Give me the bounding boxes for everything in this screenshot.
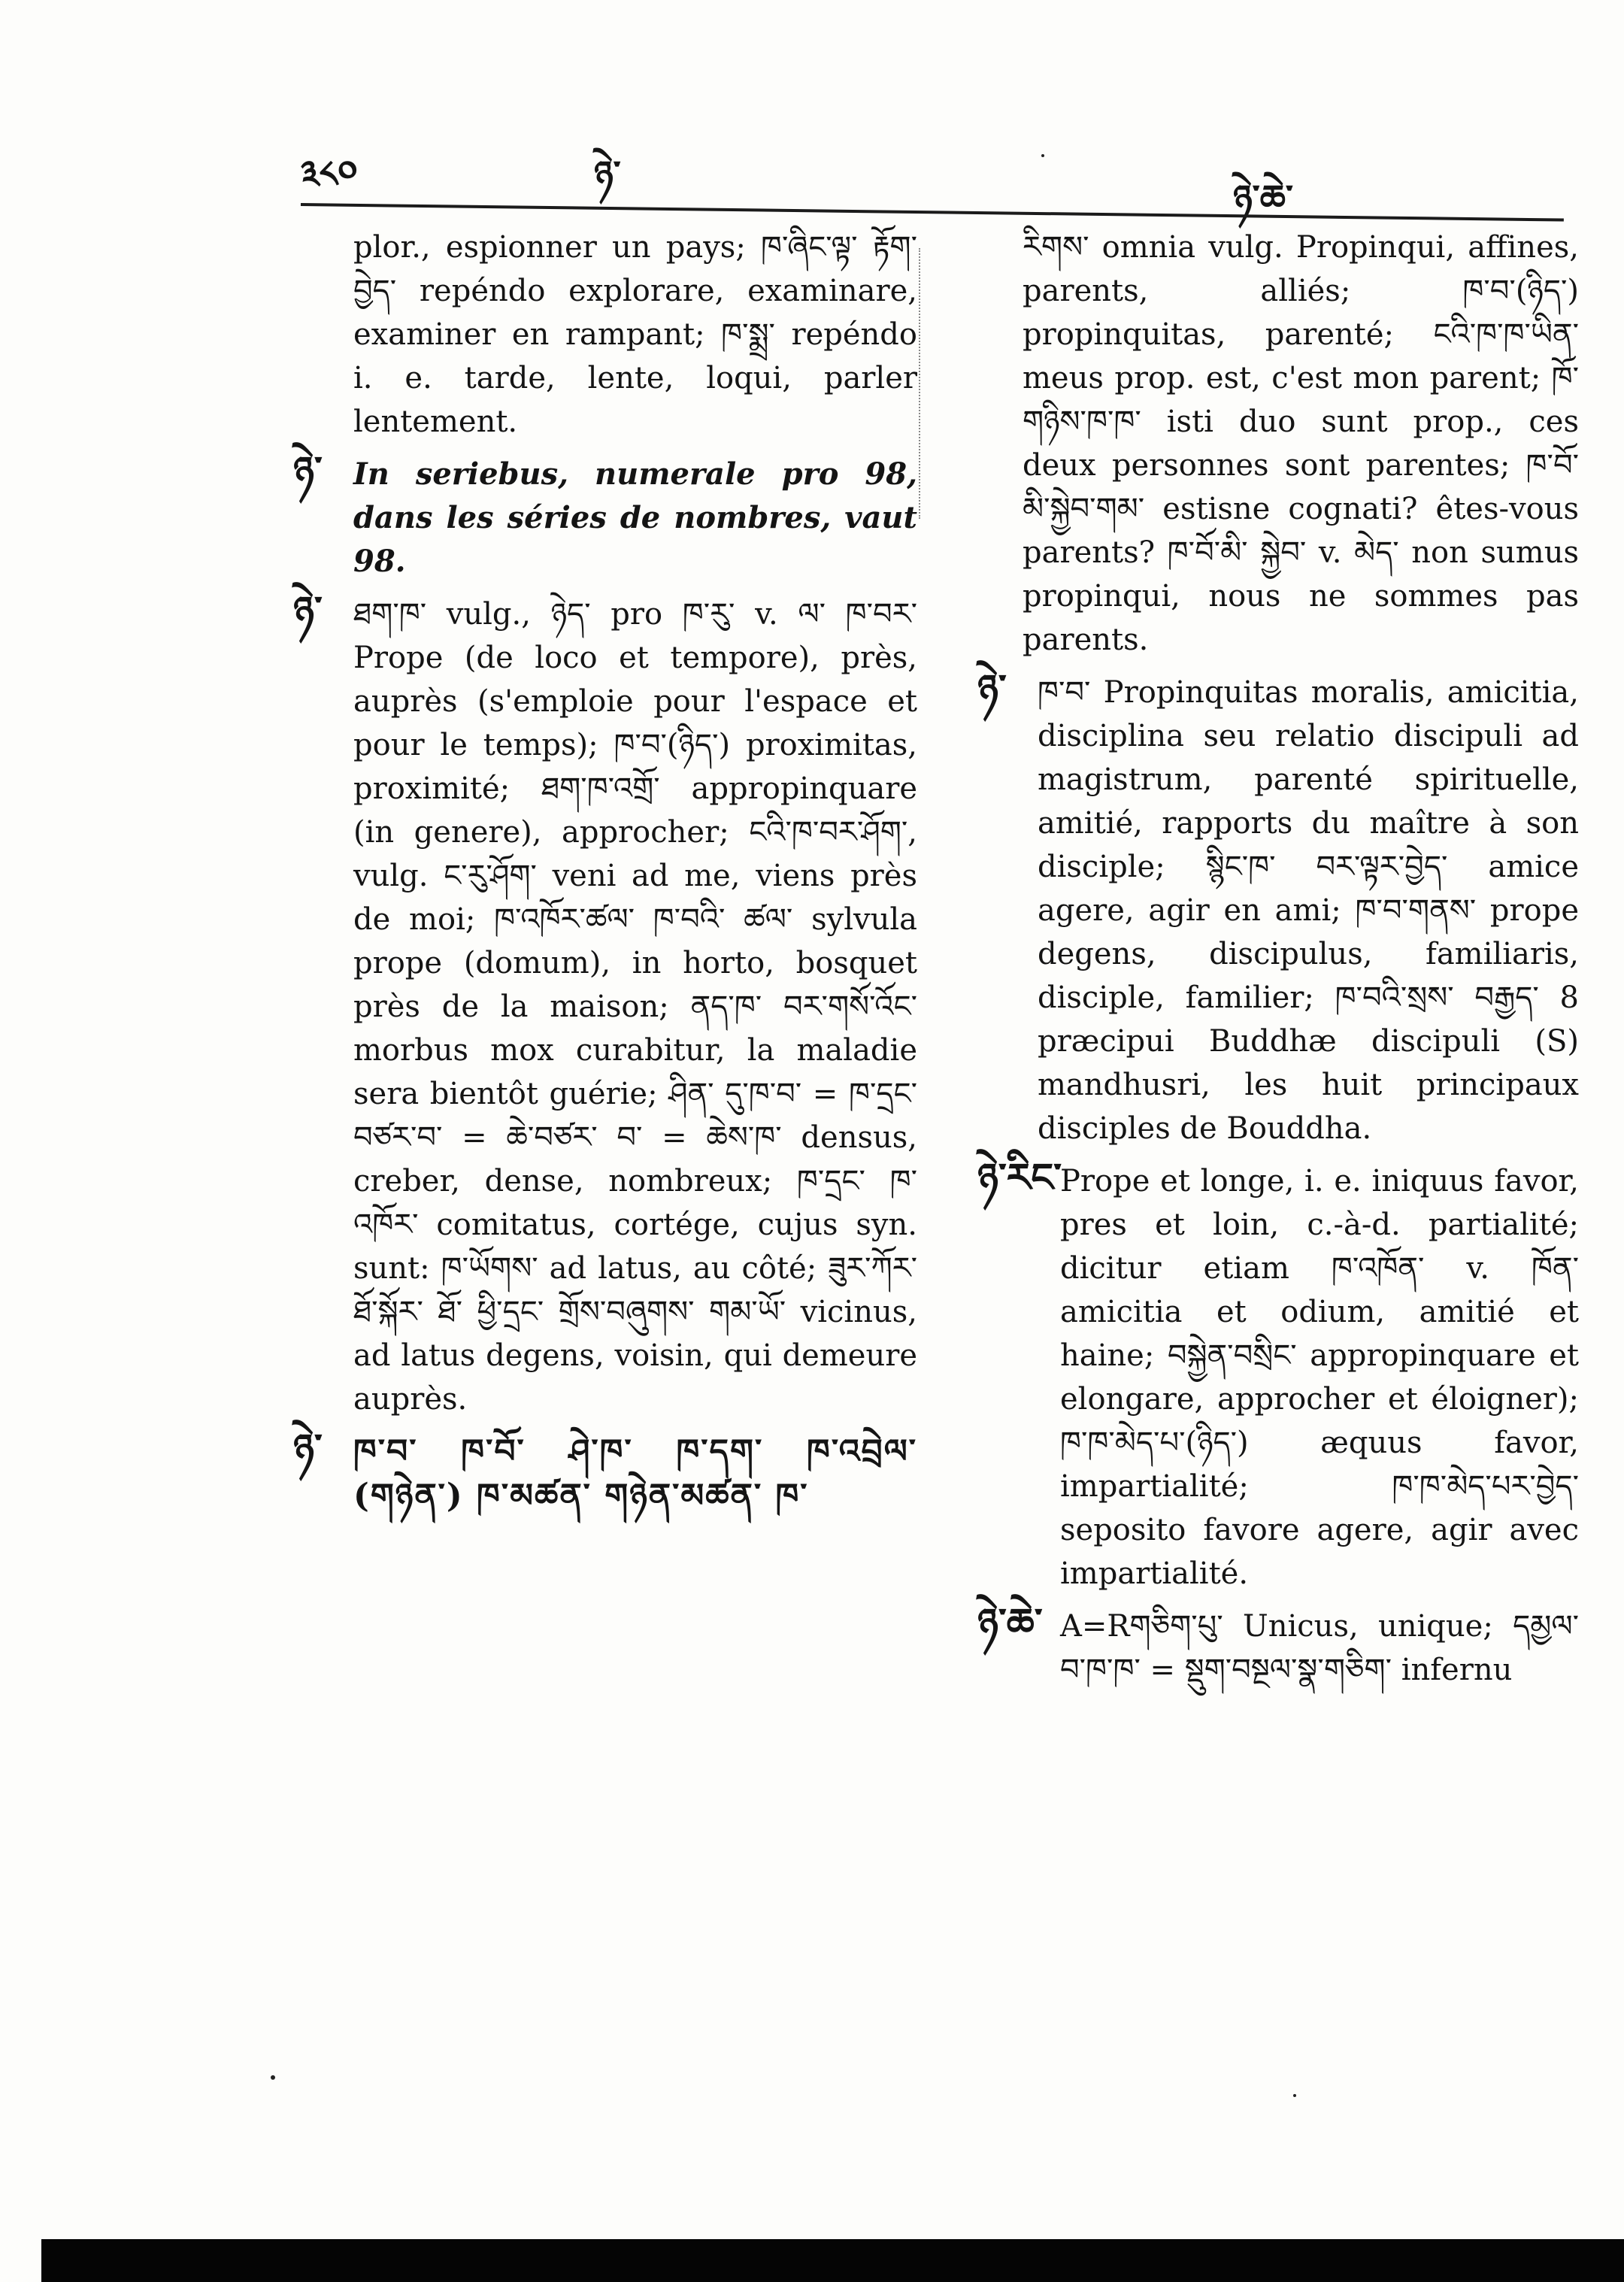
left-column	[293, 226, 917, 1526]
entry-headword: ཉེ་	[977, 666, 1007, 712]
entry	[977, 1155, 1579, 1596]
print-speck	[1293, 2094, 1296, 2097]
entry-text: A=Rགཅིག་པུ་ Unicus, unique; དམྱལ་ བ་ཁ་ཁ་ = སྡུག་བསྔལ་སྣ་གཅིག་ infernu	[1060, 1609, 1579, 1687]
entry-text: རིགས་ omnia vulg. Propinqui, affines, parents, alliés; ཁ་བ་(ཉིད་) propinquitas, parenté; ངའི་ཁ་ཁ་ཡིན་ meus prop. est, c'est mon parent; ཁོ་གཉིས་ཁ་ཁ་ isti duo sunt prop., ces deux personnes sont parentes; ཁ་བོ་མི་སྐྱེབ་གམ་ estisne cognati? êtes-vous parents? ཁ་བོ་མི་ སྐྱེབ་ v. མེད་ non sumus propinqui, nous ne sommes pas parents.	[1023, 230, 1579, 657]
entry-text: ཐག་ཁ་ vulg., ཉེད་ pro ཁ་རུ་ v. ལ་ ཁ་བར་ Prope (de loco et tempore), près, auprès (s'emploie pour l'espace et pour le temps); ཁ་བ་(ཉིད་) proximitas, proximité; ཐག་ཁ་འགྲོ་ appropinquare (in genere), approcher; ངའི་ཁ་བར་ཤོག་, vulg. ང་རུ་ཤོག་ veni ad me, viens près de moi; ཁ་འཁོར་ཚལ་ ཁ་བའི་ ཚལ་ sylvula prope (domum), in horto, bosquet près de la maison; ནད་ཁ་ བར་གསོ་འོང་ morbus mox curabitur, la maladie sera bientôt guérie; ཤིན་ དུ་ཁ་བ་ = ཁ་དྲང་བཙར་བ་ = ཆེ་བཙར་ བ་ = ཆེས་ཁ་ densus, creber, dense, nombreux; ཁ་དྲང་ ཁ་འཁོར་ comitatus, cortége, cujus syn. sunt: ཁ་ཡོགས་ ad latus, au côté; ཟུར་ཀོར་ ཐོ་སྐོར་ ཐོ་ ཕྱི་དྲང་ གྲོས་བཞུགས་ གམ་ཡོ་ vicinus, ad latus degens, voisin, qui demeure auprès.	[353, 597, 917, 1417]
entry-text: Prope et longe, i. e. iniquus favor, pres et loin, c.-à-d. partialité; dicitur etiam ཁ་འཁོན་ v. ཁོན་ amicitia et odium, amitié et haine; བསྐྱེན་བསྲིང་ appropinquare et elongare, approcher et éloigner); ཁ་ཁ་མེད་པ་(ཉིད་) æquus favor, impartialité; ཁ་ཁ་མེད་པར་བྱེད་ seposito favore agere, agir avec impartialité.	[1060, 1164, 1579, 1591]
right-column	[977, 226, 1579, 1699]
page-number: ༣༨༠	[301, 153, 358, 195]
entry-text: plor., espionner un pays; ཁ་ཞིང་ལྟ་ རྟོག་བྱེད་ repéndo explorare, examinare, examiner en rampant; ཁ་སྨྲ་ repéndo i. e. tarde, lente, loqui, parler lentement.	[353, 230, 917, 439]
entry-headword: ཉེ་	[293, 448, 323, 494]
print-speck	[271, 2075, 275, 2080]
left-running-head: ཉེ་	[594, 153, 621, 195]
entry-text: ཁ་བ་ Propinquitas moralis, amicitia, disciplina seu relatio discipuli ad magistrum, parenté spirituelle, amitié, rapports du maître à son disciple; སྙིང་ཁ་ བར་ལྟར་བྱེད་ amice agere, agir en ami; ཁ་བ་གནས་ prope degens, discipulus, familiaris, disciple, familier; ཁ་བའི་སྲས་ བརྒྱད་ 8 præcipui Buddhæ discipuli (S) mandhusri, les huit principaux disciples de Bouddha.	[1038, 675, 1579, 1146]
entry-headword: ཉེ་ཆེ་	[977, 1600, 1043, 1646]
column-divider	[919, 248, 920, 519]
header-rule	[301, 203, 1564, 222]
entry	[977, 666, 1579, 1150]
entry	[293, 448, 917, 583]
print-speck	[1041, 154, 1044, 157]
entry-headword: ཉེ་	[293, 588, 323, 634]
entry-text: In seriebus, numerale pro 98, dans les séries de nombres, vaut 98.	[353, 456, 917, 579]
scan-border-bar	[41, 2239, 1624, 2282]
entry-continuation	[977, 226, 1579, 662]
right-running-head: ཉེ་ཆེ་	[1233, 177, 1294, 220]
entry-headword: ཉེ་	[293, 1426, 323, 1471]
entry-text: ཁ་བ་ ཁ་བོ་ ཤེ་ཁ་ ཁ་དག་ ཁ་འབྲེལ་ (གཉེན་) ཁ་མཚན་ གཉེན་མཚན་ ཁ་	[353, 1432, 917, 1515]
entry	[977, 1600, 1579, 1692]
entry	[293, 588, 917, 1421]
entry-continuation	[293, 226, 917, 444]
entry	[293, 1426, 917, 1519]
entry-headword: ཉེ་རིང་	[977, 1155, 1062, 1201]
